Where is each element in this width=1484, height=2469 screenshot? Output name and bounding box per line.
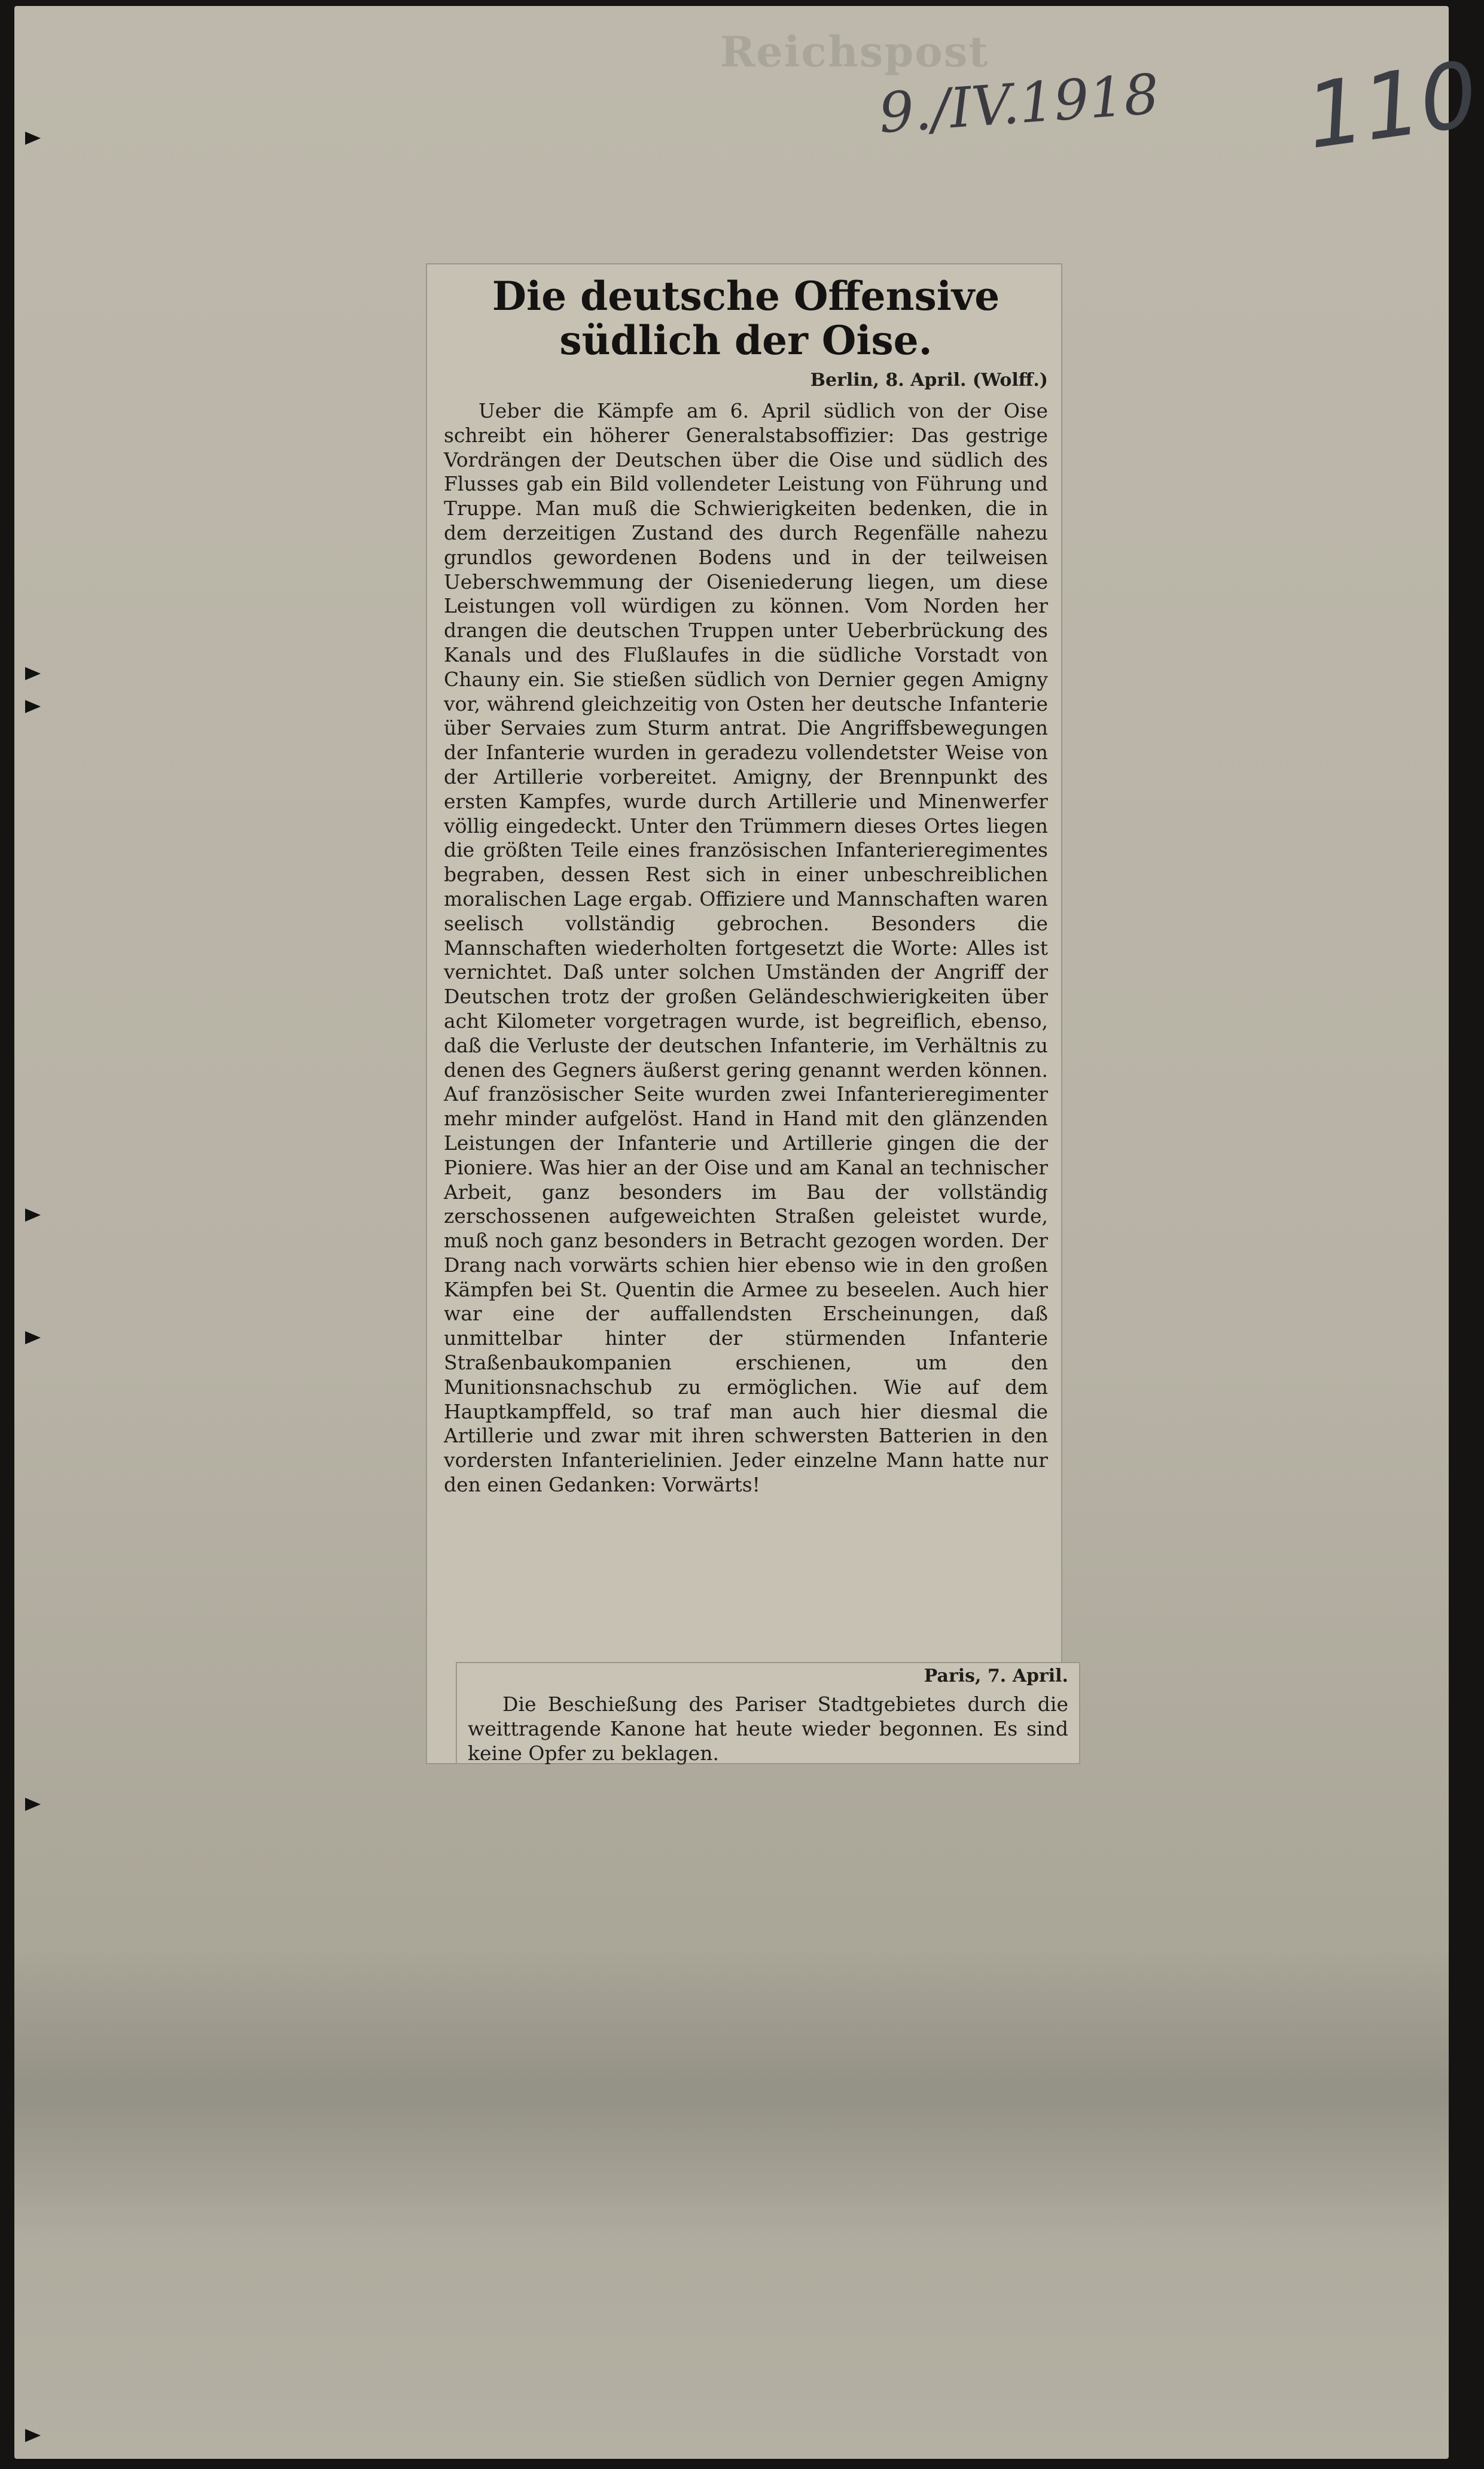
binding-hole-mark <box>25 132 41 145</box>
clipping-second-part <box>457 1663 1079 1763</box>
second-article-body: Die Beschießung des Pariser Stadtgebietes durch die weittragende Kanone hat heute wieder begonnen. Es sind keine Opfer zu beklagen. <box>468 1692 1068 1765</box>
folio-number: 110 <box>1300 42 1484 170</box>
article-dateline: Berlin, 8. April. (Wolff.) <box>810 370 1048 391</box>
clipping-main-part <box>427 264 1061 1727</box>
binding-hole-mark <box>25 1331 41 1344</box>
archive-stamp: Reichspost <box>720 27 989 77</box>
second-dateline: Paris, 7. April. <box>924 1666 1068 1686</box>
binding-hole-mark <box>25 700 41 713</box>
binding-hole-mark <box>25 1208 41 1222</box>
article-body: Ueber die Kämpfe am 6. April südlich von der Oise schreibt ein höherer Generalstabsoffizier: Das gestrige Vordrängen der Deutschen über die Oise und südlich des Flusses gab ein Bild vollendeter Leistung von Führung und Truppe. Man muß die Schwierigkeiten bedenken, die in dem derzeitigen Zustand des durch Regenfälle nahezu grundlos gewordenen Bodens und in der teilweisen Ueberschwemmung der Oiseniederung liegen, um diese Leistungen voll würdigen zu können. Vom Norden her drangen die deutschen Truppen unter Ueberbrückung des Kanals und des Flußlaufes in die südliche Vorstadt von Chauny ein. Sie stießen südlich von Dernier gegen Amigny vor, während gleichzeitig von Osten her deutsche Infanterie über Servaies zum Sturm antrat. Die Angriffsbewegungen der Infanterie wurden in geradezu vollendetster Weise von der Artillerie vorbereitet. Amigny, der Brennpunkt des ersten Kampfes, wurde durch Artillerie und Minenwerfer völlig eingedeckt. Unter den Trümmern dieses Ortes liegen die größten Teile eines französischen Infanterieregimentes begraben, dessen Rest sich in einer unbeschreiblichen moralischen Lage ergab. Offiziere und Mannschaften waren seelisch vollständig gebrochen. Besonders die Mannschaften wiederholten fortgesetzt die Worte: Alles ist vernichtet. Daß unter solchen Umständen der Angriff der Deutschen trotz der großen Geländeschwierigkeiten über acht Kilometer vorgetragen wurde, ist begreiflich, ebenso, daß die Verluste der deutschen Infanterie, im Verhältnis zu denen des Gegners äußerst gering genannt werden können. Auf französischer Seite wurden zwei Infanterieregimenter mehr minder aufgelöst. Hand in Hand mit den glänzenden Leistungen der Infanterie und Artillerie gingen die der Pioniere. Was hier an der Oise und am Kanal an technischer Arbeit, ganz besonders im Bau der vollständig zerschossenen aufgeweichten Straßen geleistet wurde, muß noch ganz besonders in Betracht gezogen worden. Der Drang nach vorwärts schien hier ebenso wie in den großen Kämpfen bei St. Quentin die Armee zu beseelen. Auch hier war eine der auffallendsten Erscheinungen, daß unmittelbar hinter der stürmenden Infanterie Straßenbaukompanien erschienen, um den Munitionsnachschub zu ermöglichen. Wie auf dem Hauptkampffeld, so traf man auch hier diesmal die Artillerie und zwar mit ihren schwersten Batterien in den vordersten Infanterielinien. Jeder einzelne Mann hatte nur den einen Gedanken: Vorwärts! <box>444 399 1048 1497</box>
binding-hole-mark <box>25 2429 41 2442</box>
handwritten-date: 9./IV.1918 <box>876 62 1162 146</box>
binding-hole-mark <box>25 667 41 680</box>
archive-sheet <box>14 6 1484 2459</box>
binding-hole-mark <box>25 1798 41 1811</box>
article-headline: Die deutsche Offensive südlich der Oise. <box>492 273 1000 364</box>
newspaper-clipping <box>427 264 1068 1765</box>
